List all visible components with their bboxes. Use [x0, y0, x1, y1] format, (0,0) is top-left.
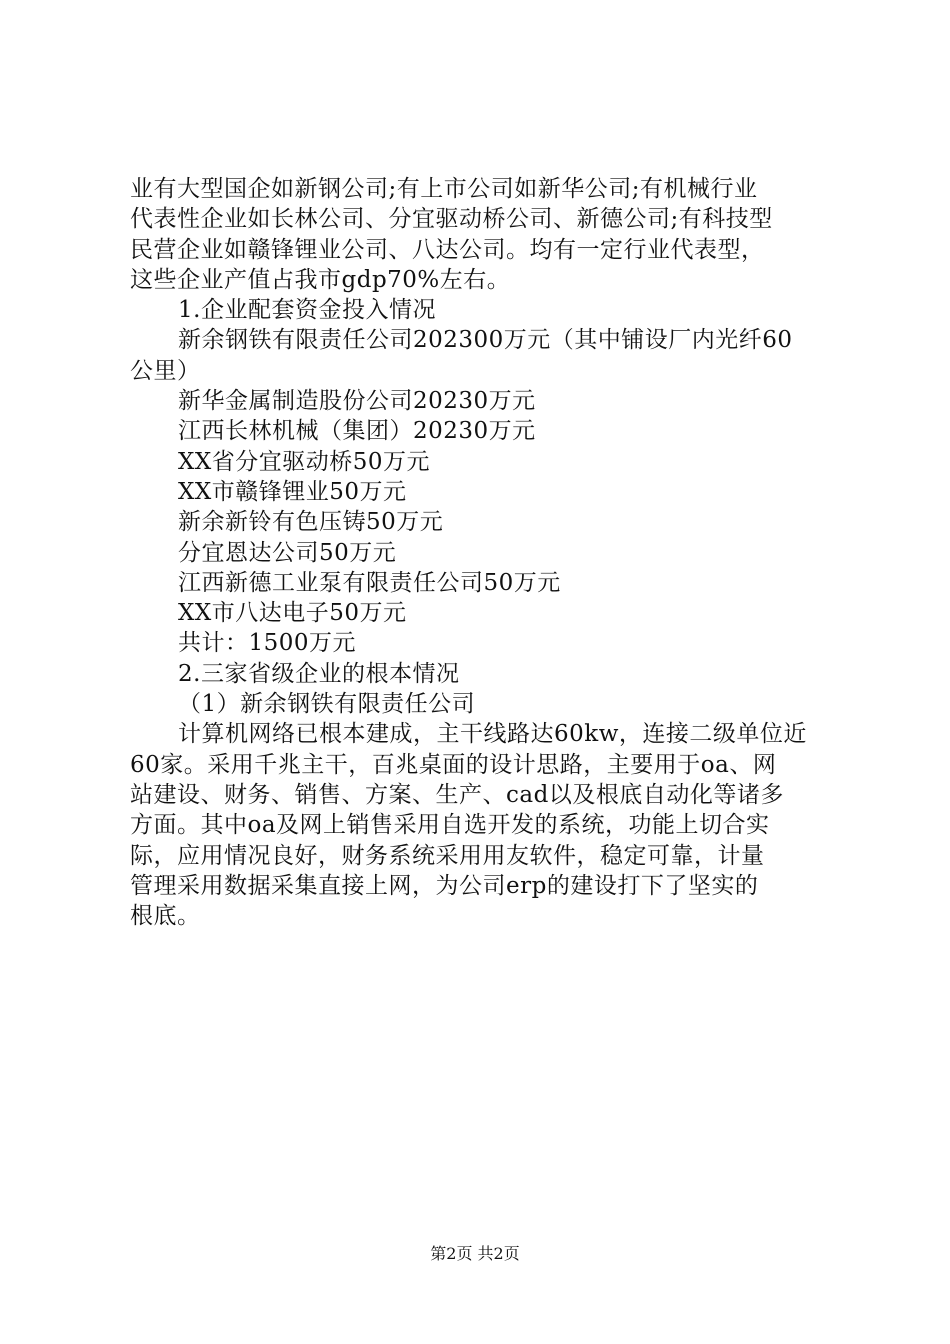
text-line: 1.企业配套资金投入情况 — [178, 297, 436, 324]
text-line: 根底。 — [130, 903, 201, 930]
document-body — [130, 174, 835, 931]
text-line: 新华金属制造股份公司20230万元 — [178, 388, 536, 415]
text-line: XX市赣锋锂业50万元 — [178, 478, 407, 505]
text-line: 代表性企业如长林公司、分宜驱动桥公司、新德公司;有科技型 — [130, 206, 773, 233]
text-line: （1）新余钢铁有限责任公司 — [178, 691, 476, 718]
text-line: 新余新铃有色压铸50万元 — [178, 509, 444, 536]
text-line: XX省分宜驱动桥50万元 — [178, 448, 431, 475]
text-line: 这些企业产值占我市gdp70%左右。 — [130, 266, 511, 293]
page-footer — [0, 1244, 950, 1264]
text-line: 管理采用数据采集直接上网，为公司erp的建设打下了坚实的 — [130, 872, 759, 899]
page-number-label: 第2页 共2页 — [430, 1244, 520, 1263]
text-line: 江西新德工业泵有限责任公司50万元 — [178, 569, 561, 596]
text-line: 民营企业如赣锋锂业公司、八达公司。均有一定行业代表型， — [130, 236, 765, 263]
text-line: 公里） — [130, 357, 201, 384]
text-line: 方面。其中oa及网上销售采用自选开发的系统，功能上切合实 — [130, 812, 770, 839]
text-line: 2.三家省级企业的根本情况 — [178, 660, 460, 687]
text-line: 60家。采用千兆主干，百兆桌面的设计思路，主要用于oa、网 — [130, 751, 777, 778]
text-line: 共计：1500万元 — [178, 630, 357, 657]
text-line: 分宜恩达公司50万元 — [178, 539, 397, 566]
text-line: 江西长林机械（集团）20230万元 — [178, 418, 536, 445]
text-line: 新余钢铁有限责任公司202300万元（其中铺设厂内光纤60 — [178, 327, 793, 354]
text-line: 际，应用情况良好，财务系统采用用友软件，稳定可靠，计量 — [130, 842, 765, 869]
text-line: 计算机网络已根本建成，主干线路达60kw，连接二级单位近 — [178, 721, 807, 748]
text-line: 站建设、财务、销售、方案、生产、cad以及根底自动化等诸多 — [130, 781, 784, 808]
text-line: XX市八达电子50万元 — [178, 600, 407, 627]
text-line: 业有大型国企如新钢公司;有上市公司如新华公司;有机械行业 — [130, 176, 758, 202]
